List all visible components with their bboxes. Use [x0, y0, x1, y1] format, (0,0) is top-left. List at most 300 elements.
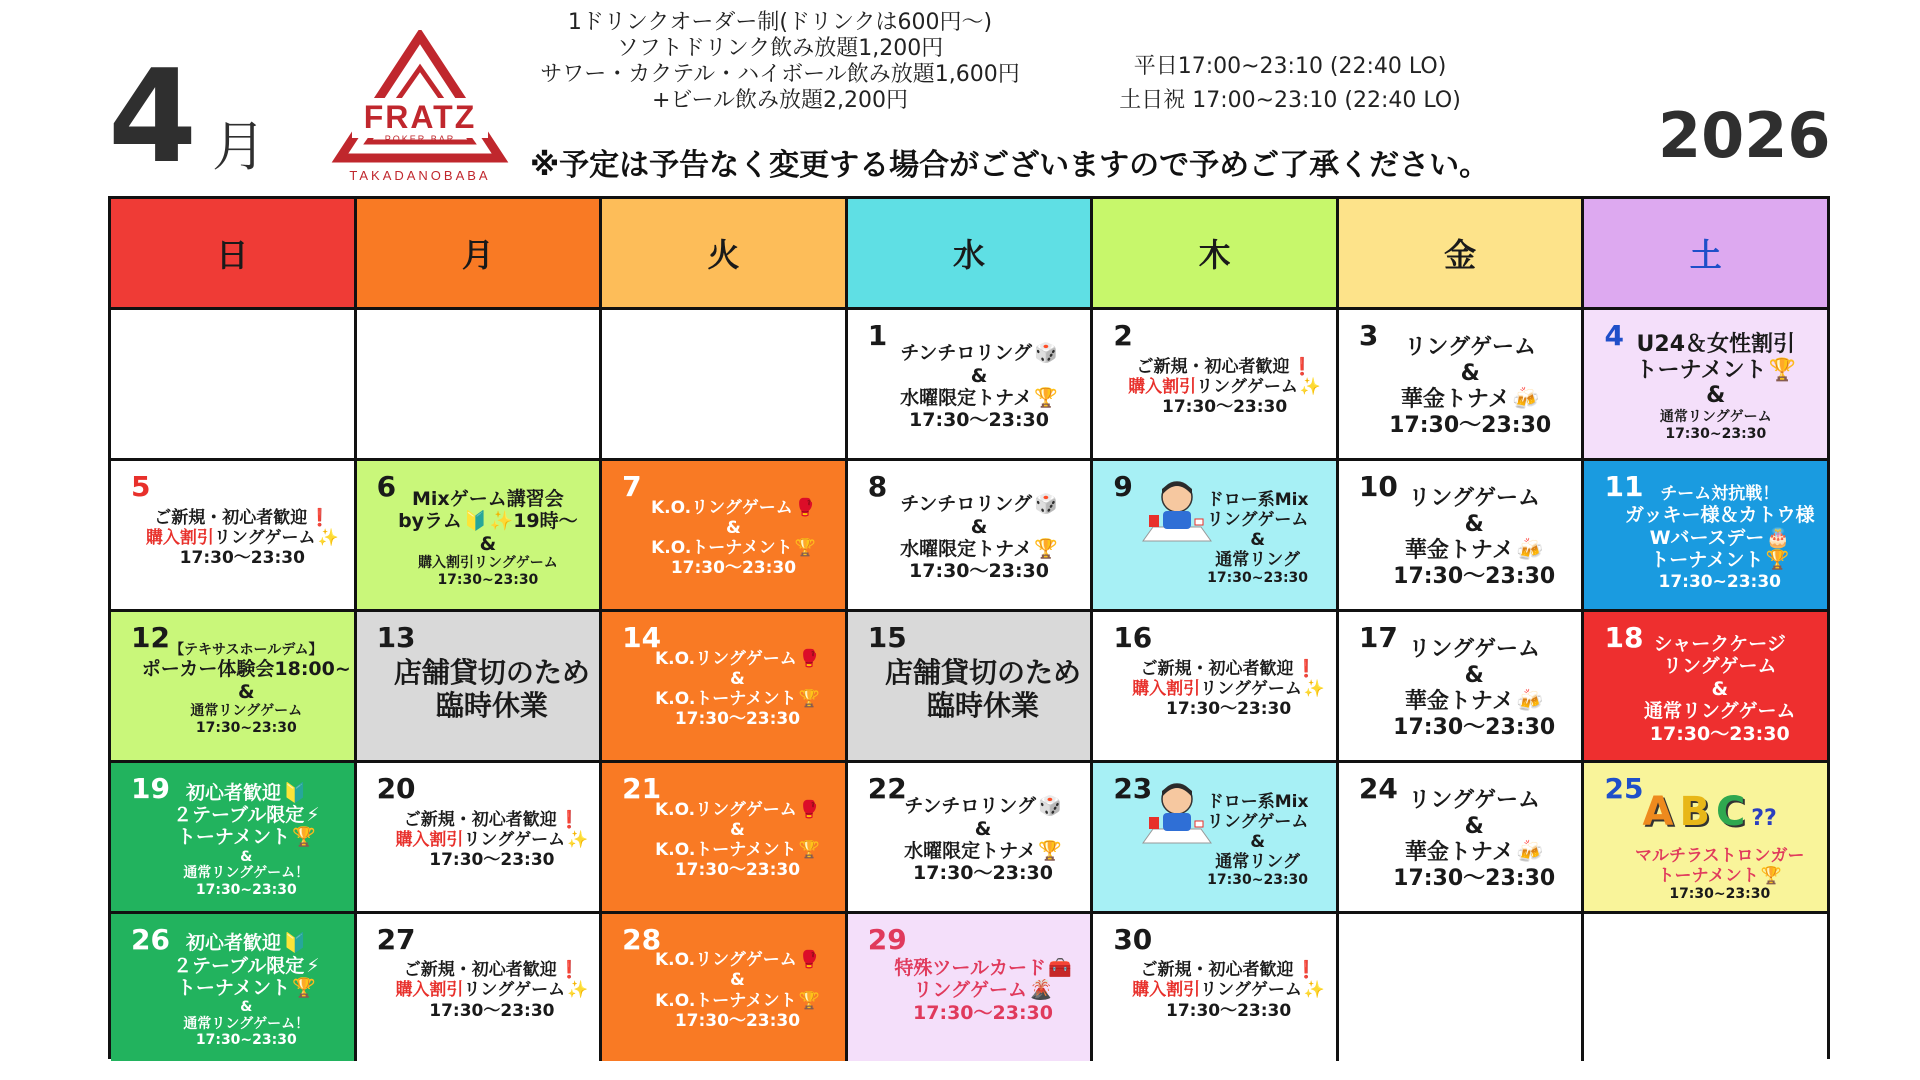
event-text — [111, 772, 354, 903]
day-cell[interactable] — [1093, 461, 1339, 609]
event-line — [177, 826, 316, 848]
event-line-text: & — [726, 517, 741, 538]
event-line-text: 17:30~23:30 — [1658, 571, 1781, 592]
event-text — [1339, 319, 1582, 450]
event-line-text: 店舗貸切のため — [885, 655, 1082, 689]
day-number: 18 — [1604, 621, 1644, 654]
event-line — [675, 709, 800, 729]
day-number: 14 — [622, 621, 662, 654]
event-line-text: 通常リングゲーム — [1659, 409, 1772, 426]
empty-day-cell — [1584, 914, 1827, 1061]
fratz-logo — [330, 30, 510, 190]
event-line-text: 17:30〜23:30 — [429, 850, 555, 871]
sparkle-icon: ✨ — [567, 829, 589, 850]
event-line — [1465, 512, 1484, 538]
event-line-text: 19時〜 — [513, 510, 578, 533]
event-line-text: U24＆女性割引 — [1636, 331, 1795, 357]
event-line-text: リングゲーム — [1408, 637, 1540, 663]
svg-text:POKER BAR: POKER BAR — [384, 134, 456, 144]
event-line — [655, 800, 820, 820]
event-line-text: 通常リング — [1215, 851, 1300, 872]
weekday-header — [848, 199, 1094, 307]
week-row — [111, 763, 1827, 914]
event-line-text: ガッキー様＆カトウ様 — [1624, 504, 1815, 527]
day-cell[interactable] — [1339, 612, 1585, 760]
dice-icon: 🎲 — [1034, 342, 1058, 365]
event-line — [1660, 484, 1779, 504]
event-text — [602, 772, 845, 903]
event-line — [655, 991, 820, 1011]
event-line-text: 店舗貸切のため — [393, 655, 590, 689]
event-line — [909, 409, 1049, 431]
event-line — [1207, 792, 1309, 812]
day-number: 5 — [131, 470, 151, 503]
event-line — [730, 669, 745, 689]
event-line-text: 17:30~23:30 — [1207, 569, 1309, 586]
event-line — [1207, 490, 1309, 510]
event-line — [398, 510, 578, 532]
event-line-text: & — [1711, 677, 1729, 700]
event-line-text: & — [1464, 512, 1484, 538]
event-line — [394, 656, 590, 689]
drink-info — [530, 10, 1030, 114]
day-cell[interactable] — [848, 612, 1094, 760]
event-line — [190, 703, 302, 720]
calendar-grid — [108, 196, 1830, 1059]
event-line — [1706, 383, 1725, 409]
event-line — [395, 830, 588, 850]
event-line — [1250, 832, 1265, 852]
event-line-text: リングゲーム — [1662, 655, 1777, 678]
week-row — [111, 461, 1827, 612]
event-line-text: & — [1250, 831, 1266, 852]
volcano-icon: 🌋 — [1029, 979, 1053, 1002]
event-line-text: 通常リングゲーム — [190, 703, 303, 720]
event-line — [975, 818, 992, 840]
event-line-part: リングゲーム — [463, 980, 566, 1001]
event-line-text: K.O.リングゲーム — [654, 648, 797, 669]
event-text — [1584, 319, 1827, 450]
event-line — [1465, 663, 1484, 689]
day-number: 15 — [867, 621, 907, 654]
event-line-text: ご新規・初心者歓迎 — [403, 960, 557, 981]
event-line — [1405, 689, 1544, 715]
day-cell[interactable] — [357, 914, 603, 1061]
day-cell[interactable] — [1093, 612, 1339, 760]
event-line — [480, 533, 497, 555]
day-number: 23 — [1113, 772, 1153, 805]
event-line — [1207, 812, 1309, 832]
weekday-header — [111, 199, 357, 307]
day-cell[interactable] — [357, 763, 603, 911]
event-line — [1137, 357, 1313, 377]
event-text — [1584, 772, 1827, 903]
event-text — [848, 621, 1091, 752]
event-line — [1644, 700, 1796, 722]
weekday-label: 木 — [1198, 236, 1231, 274]
day-cell[interactable] — [602, 612, 848, 760]
day-number: 22 — [867, 772, 907, 805]
event-line-text: リングゲーム — [1206, 811, 1309, 832]
event-line-text: & — [238, 680, 255, 703]
event-line-text: 通常リングゲーム！ — [183, 865, 310, 882]
trophy-icon: 🏆 — [292, 826, 316, 849]
day-cell[interactable] — [111, 914, 357, 1061]
event-line-text: 水曜限定トナメ — [904, 840, 1037, 862]
event-text — [1093, 319, 1336, 450]
event-line — [1166, 699, 1291, 719]
event-line-text: 臨時休業 — [927, 689, 1040, 722]
event-line-text: トーナメント — [1635, 357, 1767, 383]
event-line — [1659, 572, 1781, 592]
day-cell[interactable] — [1584, 461, 1827, 609]
drink-info-line: 1ドリンクオーダー制(ドリンクは600円〜) — [567, 10, 993, 35]
lightning-icon: ⚡ — [306, 954, 320, 977]
day-cell[interactable] — [602, 763, 848, 911]
event-line-part: リングゲーム — [463, 829, 566, 850]
event-line-text: & — [730, 970, 745, 991]
event-line-text: リングゲーム — [1408, 788, 1540, 814]
event-line — [904, 795, 1061, 817]
event-line-text: 17:30〜23:30 — [913, 1001, 1053, 1024]
event-text — [1339, 772, 1582, 903]
event-line — [927, 689, 1039, 722]
event-line-text: & — [730, 668, 745, 689]
event-line — [1393, 715, 1555, 741]
event-line — [655, 840, 820, 860]
event-line — [1141, 960, 1317, 980]
day-number: 12 — [131, 621, 170, 654]
event-line-text: & — [1460, 361, 1480, 387]
day-number: 3 — [1358, 319, 1379, 352]
empty-day-cell — [1339, 914, 1585, 1061]
day-cell[interactable] — [357, 612, 603, 760]
event-line — [730, 970, 745, 990]
event-text — [1584, 470, 1827, 601]
event-line-text: & — [1464, 814, 1484, 840]
event-line-text: 17:30〜23:30 — [909, 409, 1049, 432]
event-line-text: ドロー系Mix — [1206, 791, 1309, 812]
trophy-icon: 🏆 — [1760, 866, 1782, 887]
event-line-text: 17:30〜23:30 — [674, 1010, 801, 1031]
event-line-text: ご新規・初心者歓迎 — [154, 507, 308, 528]
trophy-icon: 🏆 — [1768, 357, 1797, 383]
day-cell[interactable] — [602, 914, 848, 1061]
event-line-text: 17:30〜23:30 — [1161, 397, 1288, 418]
event-line — [1128, 377, 1321, 397]
beginner-icon: 🔰 — [282, 932, 307, 955]
weekday-label: 日 — [216, 236, 249, 274]
day-cell[interactable] — [1584, 763, 1827, 911]
event-line — [671, 558, 796, 578]
event-text — [357, 621, 600, 752]
event-line — [1654, 633, 1786, 655]
sparkle-icon: ✨ — [1303, 980, 1326, 1001]
glove-icon: 🥊 — [794, 497, 816, 518]
event-line-part: 購入割引 — [1132, 980, 1201, 1001]
day-number: 20 — [376, 772, 416, 805]
event-line-text: & — [974, 817, 992, 840]
event-line — [1663, 655, 1777, 677]
day-cell[interactable] — [602, 461, 848, 609]
trophy-icon: 🏆 — [798, 990, 820, 1011]
event-line — [913, 862, 1053, 884]
event-text — [111, 923, 354, 1053]
event-line — [183, 1016, 309, 1033]
beginner-icon: 🔰 — [282, 781, 307, 804]
event-line — [1405, 538, 1544, 564]
business-hours — [1110, 50, 1470, 118]
abc-letter: A — [1642, 789, 1680, 835]
event-line — [238, 681, 255, 703]
event-line-text: 17:30〜23:30 — [1165, 699, 1292, 720]
event-line — [177, 977, 316, 999]
event-line-text: 水曜限定トナメ — [900, 538, 1033, 560]
beer-icon: 🍻 — [1516, 538, 1544, 563]
event-line-text: 17:30〜23:30 — [1389, 412, 1552, 438]
day-cell[interactable] — [1093, 914, 1339, 1061]
event-line — [142, 658, 351, 680]
event-line — [675, 1011, 800, 1031]
event-line — [429, 1001, 554, 1021]
day-number: 7 — [622, 470, 642, 503]
event-line-part: リングゲーム — [1196, 376, 1298, 397]
day-cell[interactable] — [111, 612, 357, 760]
day-number: 8 — [867, 470, 888, 503]
day-number: 24 — [1358, 772, 1398, 805]
day-cell[interactable] — [848, 310, 1094, 458]
event-line-part: リングゲーム — [213, 527, 316, 548]
day-cell[interactable] — [1339, 763, 1585, 911]
abc-letter: B — [1679, 789, 1716, 835]
event-line — [909, 560, 1049, 582]
event-line-text: & — [240, 999, 253, 1016]
event-line-text: & — [1464, 663, 1484, 689]
event-line-text: 初心者歓迎 — [185, 932, 281, 955]
event-line — [1650, 549, 1789, 571]
event-line-text: K.O.リングゲーム — [654, 950, 797, 971]
event-text — [1093, 772, 1336, 903]
day-cell[interactable] — [1584, 310, 1827, 458]
event-text — [1584, 621, 1827, 752]
event-line — [186, 932, 307, 954]
event-line-text: チーム対抗戦！ — [1660, 484, 1780, 505]
event-line-text: & — [970, 364, 988, 387]
event-line — [183, 865, 309, 882]
event-line — [1711, 678, 1728, 700]
event-line-text: ご新規・初心者歓迎 — [1136, 356, 1290, 377]
event-line-part: 購入割引 — [1128, 376, 1197, 397]
event-line-text: K.O.トーナメント — [655, 990, 797, 1011]
day-cell[interactable] — [848, 461, 1094, 609]
event-line-text: ドロー系Mix — [1206, 489, 1309, 510]
event-text — [848, 923, 1091, 1053]
event-line — [1132, 980, 1325, 1000]
event-text — [1093, 923, 1336, 1053]
event-text — [1339, 470, 1582, 601]
day-cell[interactable] — [848, 914, 1094, 1061]
day-number: 9 — [1113, 470, 1133, 503]
trophy-icon: 🏆 — [798, 689, 820, 709]
event-line-text: リングゲーム — [1408, 486, 1540, 512]
event-line-text: 特殊ツールカード — [894, 956, 1046, 979]
event-line — [180, 548, 305, 568]
event-line — [154, 508, 330, 528]
year: 2026 — [1658, 99, 1831, 172]
event-line — [186, 782, 307, 804]
event-line-text: & — [1250, 529, 1266, 550]
event-line-text: K.O.リングゲーム — [650, 497, 793, 518]
week-row — [111, 914, 1827, 1061]
beer-icon: 🍻 — [1512, 387, 1540, 412]
event-line-text: K.O.トーナメント — [655, 840, 797, 860]
day-cell[interactable] — [1093, 763, 1339, 911]
day-cell[interactable] — [1339, 310, 1585, 458]
day-number: 30 — [1113, 923, 1153, 956]
event-line — [1465, 814, 1484, 840]
day-cell[interactable] — [357, 461, 603, 609]
day-cell[interactable] — [1093, 310, 1339, 458]
event-line — [1637, 332, 1795, 358]
event-line — [1393, 564, 1555, 590]
empty-day-cell — [602, 310, 848, 458]
event-line — [900, 538, 1058, 560]
event-text — [848, 319, 1091, 450]
weekday-header — [602, 199, 848, 307]
event-text — [602, 621, 845, 752]
event-line-text: 17:30〜23:30 — [1165, 1000, 1292, 1021]
svg-text:TAKADANOBABA: TAKADANOBABA — [349, 168, 491, 183]
event-line — [1207, 570, 1308, 587]
event-line-text: 華金トナメ — [1404, 840, 1515, 865]
exclamation-icon: ❗ — [309, 507, 331, 528]
trophy-icon: 🏆 — [292, 976, 316, 999]
day-number: 28 — [622, 923, 662, 956]
event-line — [1660, 409, 1772, 426]
event-line — [1635, 846, 1805, 866]
trophy-icon: 🏆 — [1765, 549, 1790, 572]
day-cell[interactable] — [1339, 461, 1585, 609]
beginner-icon: 🔰 — [463, 510, 488, 533]
event-line-text: 華金トナメ — [1404, 538, 1515, 563]
day-cell[interactable] — [111, 763, 357, 911]
event-line-text: トーナメント — [176, 976, 291, 999]
exclamation-icon: ❗ — [1295, 960, 1317, 981]
event-line — [726, 518, 741, 538]
event-line — [196, 720, 297, 737]
day-number: 27 — [376, 923, 416, 956]
weekday-label: 土 — [1689, 236, 1722, 274]
event-line — [1461, 361, 1480, 387]
event-line — [146, 528, 339, 548]
event-line-text: 17:30~23:30 — [195, 1032, 297, 1049]
hours-weekend: 土日祝 17:00~23:10 (22:40 LO) — [1119, 88, 1461, 113]
trophy-icon: 🏆 — [1038, 840, 1062, 862]
event-line-text: 17:30~23:30 — [1669, 886, 1771, 903]
event-line-text: シャークケージ — [1653, 632, 1786, 655]
event-line-text: チンチロリング — [900, 342, 1033, 365]
day-cell[interactable] — [1584, 612, 1827, 760]
trophy-icon: 🏆 — [1034, 538, 1058, 560]
dice-icon: 🎲 — [1034, 493, 1058, 516]
event-line — [170, 642, 322, 659]
event-line — [655, 950, 820, 970]
weekday-header — [1093, 199, 1339, 307]
month-title — [108, 43, 338, 192]
sparkle-icon: ✨ — [1299, 376, 1322, 397]
event-line — [1665, 426, 1766, 443]
event-line-text: 17:30~23:30 — [437, 571, 539, 588]
calendar-body — [111, 310, 1827, 1061]
day-number: 6 — [376, 470, 397, 503]
event-line — [1166, 1001, 1291, 1021]
weekday-label: 金 — [1444, 236, 1477, 274]
event-line-text: 通常リング — [1215, 549, 1300, 570]
trophy-icon: 🏆 — [798, 840, 820, 860]
event-line-text: 17:30〜23:30 — [179, 548, 305, 569]
cake-icon: 🎂 — [1766, 526, 1790, 549]
event-line — [651, 538, 816, 558]
event-line — [913, 1002, 1053, 1024]
day-number: 13 — [376, 621, 416, 654]
svg-text:FRATZ: FRATZ — [363, 99, 477, 135]
event-line-text: 17:30~23:30 — [195, 719, 297, 736]
event-text — [357, 470, 600, 601]
event-line-text: 華金トナメ — [1404, 689, 1515, 714]
event-line — [1215, 852, 1300, 872]
event-line-text: 17:30~23:30 — [1207, 871, 1309, 888]
event-line-text: 初心者歓迎 — [185, 781, 281, 804]
event-line-text: トーナメント — [176, 826, 291, 849]
event-line-text: 17:30〜23:30 — [429, 1000, 555, 1021]
day-cell[interactable] — [848, 763, 1094, 911]
day-number: 2 — [1113, 319, 1133, 352]
event-line — [173, 804, 320, 826]
event-line — [240, 999, 252, 1016]
day-number: 19 — [131, 772, 170, 805]
event-line — [404, 960, 580, 980]
event-line — [404, 810, 580, 830]
event-text — [1093, 470, 1336, 601]
event-line — [900, 342, 1057, 364]
event-line — [1141, 659, 1317, 679]
event-line-text: チンチロリング — [904, 795, 1037, 818]
lightning-icon: ⚡ — [306, 804, 320, 827]
event-line-text: マルチラストロンガー — [1635, 846, 1805, 867]
event-line-text: 通常リングゲーム！ — [183, 1015, 310, 1032]
event-line — [651, 498, 816, 518]
event-line-text: ２テーブル限定 — [172, 804, 305, 827]
event-line — [1405, 840, 1544, 866]
month-number: 4 — [108, 43, 198, 192]
event-line — [1215, 550, 1300, 570]
event-line — [173, 955, 320, 977]
abc-letter: C — [1715, 789, 1752, 835]
event-line-part: 購入割引 — [1132, 678, 1201, 699]
month-kanji: 月 — [212, 115, 266, 178]
event-line-text: & — [970, 515, 988, 538]
dice-icon: 🎲 — [1038, 795, 1062, 818]
event-line-text: 17:30〜23:30 — [1393, 563, 1556, 589]
week-row — [111, 612, 1827, 763]
event-line — [971, 365, 988, 387]
drink-info-line: サワー・カクテル・ハイボール飲み放題1,600円 — [540, 61, 1020, 87]
trophy-icon: 🏆 — [794, 538, 816, 558]
event-line-text: 購入割引リングゲーム — [418, 555, 558, 572]
event-line — [1669, 886, 1770, 903]
event-line — [196, 882, 297, 899]
day-cell[interactable] — [111, 461, 357, 609]
